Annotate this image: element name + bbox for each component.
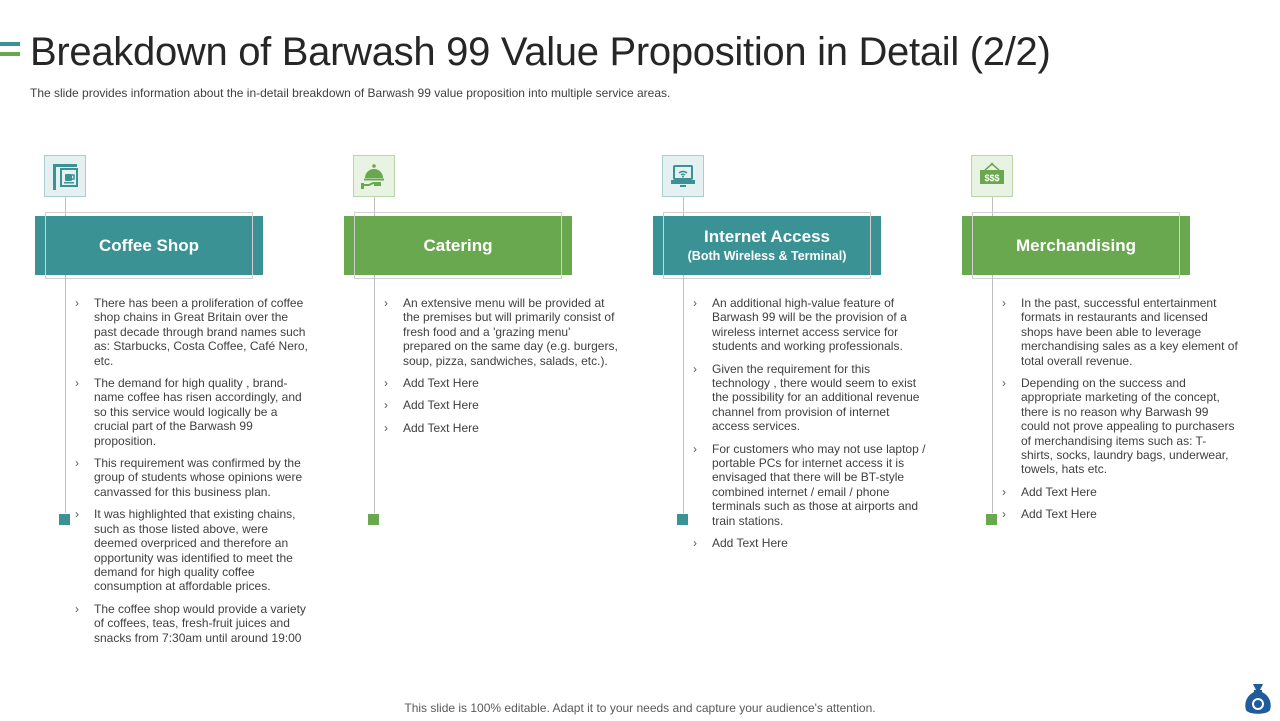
internet-access-bullets xyxy=(693,296,929,559)
bullet-item: › For customers who may not use laptop / portable PCs for internet access it is envisaged that there will be BT-style combined internet / email / phone terminals such as those at airports and train stations. xyxy=(693,442,929,528)
bullet-item: › An additional high-value feature of Barwash 99 will be the provision of a wireless internet access service for students and working professionals. xyxy=(693,296,929,354)
bullet-item: › Add Text Here xyxy=(384,421,620,435)
svg-text:$$$: $$$ xyxy=(984,173,1000,183)
bullet-item: › Add Text Here xyxy=(384,376,620,390)
bullet-item: › The coffee shop would provide a variety of coffees, teas, fresh-fruit juices and snacks from 7:30am until around 19:00 xyxy=(75,602,311,645)
laptop-wifi-icon xyxy=(662,155,704,197)
column-coffee-shop xyxy=(35,155,315,655)
coffee-shop-header xyxy=(35,216,263,275)
column-catering xyxy=(344,155,624,655)
catering-header-title: Catering xyxy=(423,235,493,255)
bullet-item: › Add Text Here xyxy=(1002,507,1238,521)
connector-marker xyxy=(677,514,688,525)
connector-line-top xyxy=(683,197,684,216)
title-accent-bar-teal xyxy=(0,42,20,46)
bullet-item: › In the past, successful entertainment formats in restaurants and licensed shops have been able to leverage merchandising sales as a key element of total overall revenue. xyxy=(1002,296,1238,368)
internet-access-header-title: Internet Access xyxy=(704,227,830,246)
slide-footer-note: This slide is 100% editable. Adapt it to your needs and capture your audience's attention. xyxy=(404,701,876,715)
title-accent-bar-green xyxy=(0,52,20,56)
connector-marker xyxy=(986,514,997,525)
catering-header xyxy=(344,216,572,275)
connector-line-bottom xyxy=(374,275,375,513)
internet-access-header xyxy=(653,216,881,275)
connector-marker xyxy=(59,514,70,525)
bullet-item: › It was highlighted that existing chains, such as those listed above, were deemed overpriced and therefore an opportunity was identified to meet the demand for high quality coffee consumption at affordable prices. xyxy=(75,507,311,593)
bullet-item: › The demand for high quality , brand-name coffee has risen accordingly, and so this service would logically be a crucial part of the Barwash 99 proposition. xyxy=(75,376,311,448)
coffee-shop-bullets xyxy=(75,296,311,653)
bullet-item: › An extensive menu will be provided at the premises but will primarily consist of fresh food and a 'grazing menu' prepared on the same day (e.g. burgers, soup, pizza, sandwiches, salads, etc.). xyxy=(384,296,620,368)
connector-line-bottom xyxy=(683,275,684,513)
column-merchandising xyxy=(962,155,1242,655)
column-internet-access xyxy=(653,155,933,655)
title-accent-bars xyxy=(0,42,20,62)
bullet-item: › Add Text Here xyxy=(1002,485,1238,499)
bullet-item: › Add Text Here xyxy=(384,398,620,412)
slide-subtitle: The slide provides information about the in-detail breakdown of Barwash 99 value proposition into multiple service areas. xyxy=(30,86,671,100)
connector-marker xyxy=(368,514,379,525)
merchandising-header-title: Merchandising xyxy=(1016,235,1136,255)
connector-line-top xyxy=(374,197,375,216)
merchandising-bullets xyxy=(1002,296,1238,530)
bullet-item: › Add Text Here xyxy=(693,536,929,550)
connector-line-bottom xyxy=(992,275,993,513)
connector-line-bottom xyxy=(65,275,66,513)
money-bag-icon xyxy=(1244,682,1272,716)
coffee-shop-sign-icon xyxy=(44,155,86,197)
catering-bullets xyxy=(384,296,620,443)
bullet-item: › Given the requirement for this technology , there would seem to exist the possibility for an additional revenue channel from provision of internet access services. xyxy=(693,362,929,434)
connector-line-top xyxy=(992,197,993,216)
internet-access-header-subtitle: (Both Wireless & Terminal) xyxy=(687,249,847,263)
dollar-sign-board-icon xyxy=(971,155,1013,197)
slide-title: Breakdown of Barwash 99 Value Proposition in Detail (2/2) xyxy=(30,30,1051,74)
bullet-item: › This requirement was confirmed by the group of students whose opinions were canvassed for this business plan. xyxy=(75,456,311,499)
bullet-item: › Depending on the success and appropriate marketing of the concept, there is no reason why Barwash 99 could not prove appealing to purchasers of merchandising items such as: T-shirts, socks, laundry bags, underwear, towels, hats etc. xyxy=(1002,376,1238,477)
coffee-shop-header-title: Coffee Shop xyxy=(98,235,200,255)
catering-cloche-icon xyxy=(353,155,395,197)
merchandising-header xyxy=(962,216,1190,275)
connector-line-top xyxy=(65,197,66,216)
bullet-item: › There has been a proliferation of coffee shop chains in Great Britain over the past decade through brand names such as: Starbucks, Costa Coffee, Café Nero, etc. xyxy=(75,296,311,368)
